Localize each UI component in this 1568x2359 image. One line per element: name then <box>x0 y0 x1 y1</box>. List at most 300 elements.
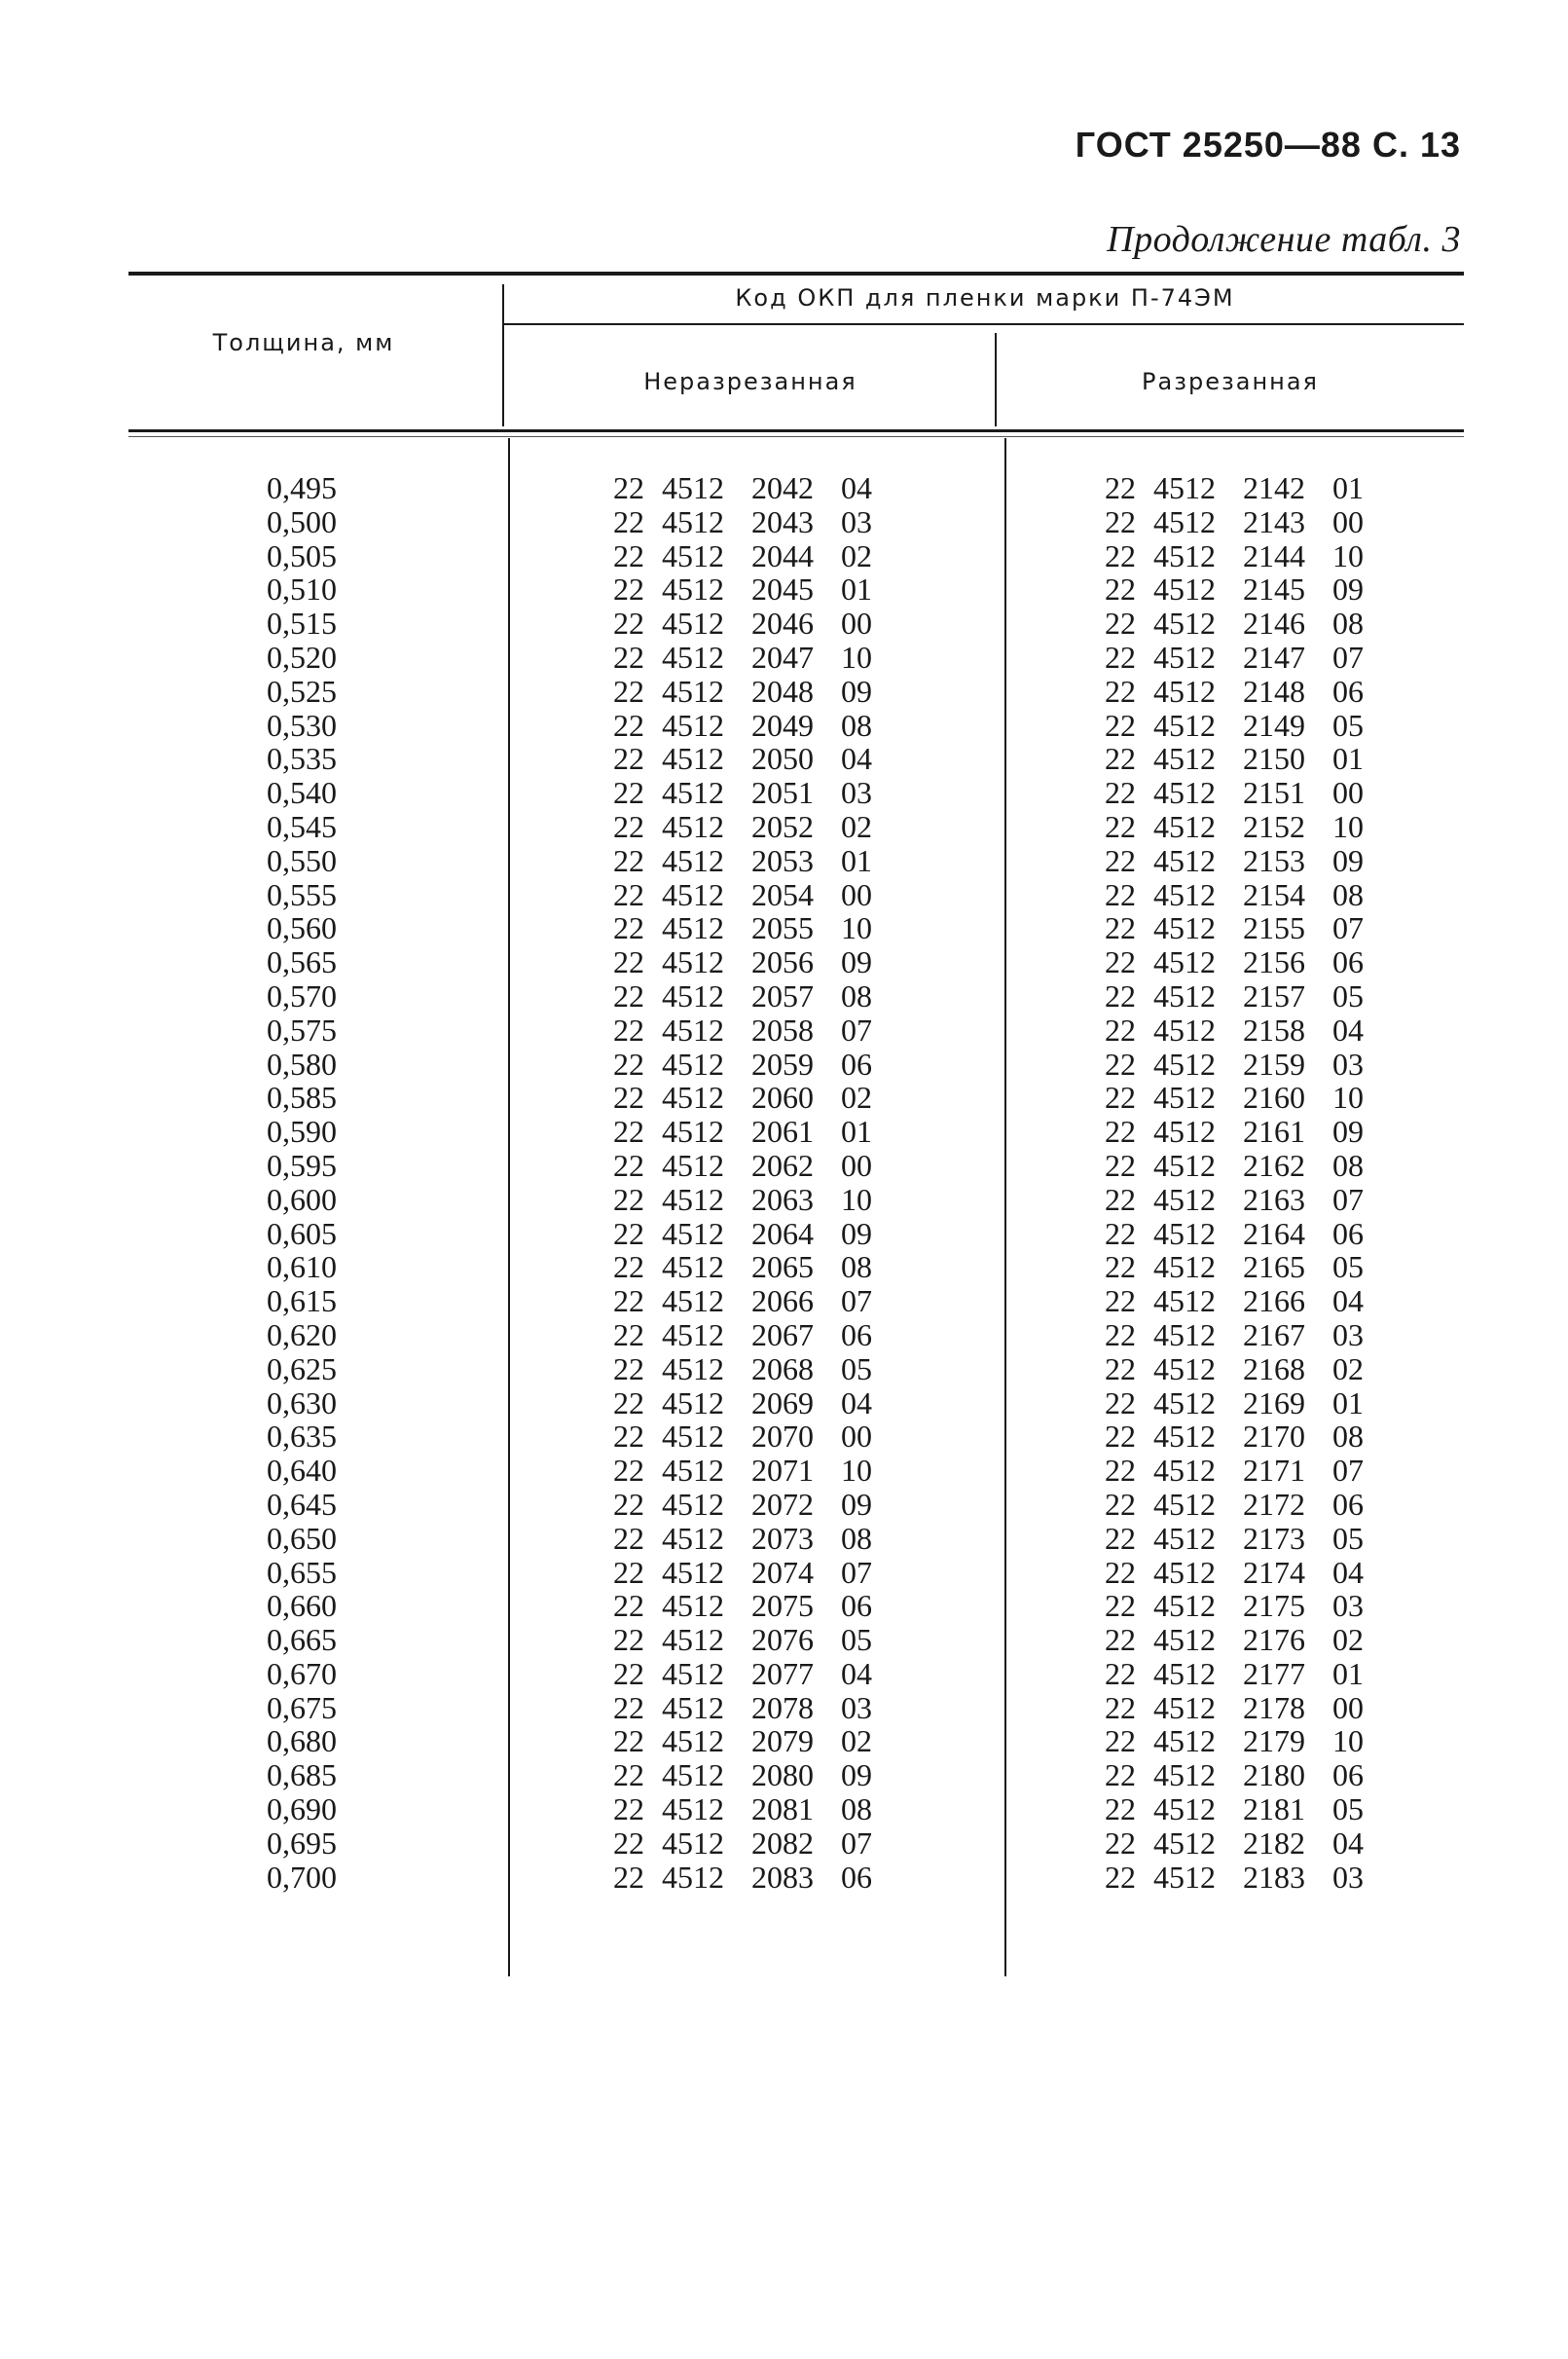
cut-code-part: 2162 <box>1243 1147 1305 1183</box>
cut-code-cell <box>1105 572 1387 607</box>
uncut-code-part: 02 <box>841 537 872 573</box>
uncut-code-part: 2061 <box>751 1114 814 1150</box>
uncut-code-cell <box>613 1454 895 1488</box>
cut-code-part: 2168 <box>1243 1350 1305 1386</box>
uncut-code-cell <box>613 911 895 945</box>
cut-code-part: 22 <box>1105 673 1136 709</box>
cut-code-cell <box>1105 505 1387 539</box>
cut-code-cell <box>1105 1419 1387 1454</box>
uncut-code-cell <box>613 505 895 539</box>
uncut-code-part: 22 <box>613 571 644 608</box>
cut-code-cell <box>1105 1792 1387 1826</box>
cut-code-part: 08 <box>1332 876 1364 912</box>
uncut-code-part: 4512 <box>662 1791 724 1827</box>
uncut-code-cell <box>613 1149 895 1183</box>
uncut-code-part: 22 <box>613 876 644 912</box>
uncut-code-part: 22 <box>613 842 644 878</box>
cut-code-part: 2175 <box>1243 1588 1305 1624</box>
uncut-code-part: 4512 <box>662 1520 724 1556</box>
uncut-code-part: 06 <box>841 1859 872 1895</box>
cut-code-part: 04 <box>1332 1012 1364 1048</box>
cut-code-part: 4512 <box>1153 1419 1216 1455</box>
uncut-code-part: 04 <box>841 1655 872 1691</box>
uncut-code-cell <box>613 979 895 1014</box>
uncut-code-cell <box>613 1522 895 1556</box>
body-divider-1 <box>508 438 510 1976</box>
uncut-code-part: 4512 <box>662 1283 724 1319</box>
cut-code-part: 22 <box>1105 1283 1136 1319</box>
uncut-code-part: 22 <box>613 1588 644 1624</box>
cut-code-part: 22 <box>1105 1655 1136 1691</box>
uncut-code-part: 00 <box>841 1147 872 1183</box>
uncut-code-cell <box>613 1183 895 1217</box>
thickness-cell: 0,515 <box>267 606 337 642</box>
cut-code-part: 4512 <box>1153 1859 1216 1895</box>
cut-code-part: 03 <box>1332 1046 1364 1082</box>
cut-code-cell <box>1105 1250 1387 1284</box>
uncut-code-cell <box>613 1419 895 1454</box>
uncut-code-cell <box>613 1691 895 1725</box>
cut-code-cell <box>1105 1284 1387 1318</box>
uncut-code-part: 4512 <box>662 1554 724 1590</box>
uncut-code-part: 2047 <box>751 639 814 675</box>
cut-code-part: 2183 <box>1243 1859 1305 1895</box>
cut-code-part: 4512 <box>1153 707 1216 743</box>
cut-code-part: 4512 <box>1153 606 1216 642</box>
uncut-code-part: 2054 <box>751 876 814 912</box>
cut-code-part: 05 <box>1332 1249 1364 1285</box>
thickness-cell: 0,685 <box>267 1757 337 1793</box>
uncut-code-part: 09 <box>841 1486 872 1522</box>
uncut-code-part: 22 <box>613 673 644 709</box>
uncut-code-part: 2072 <box>751 1486 814 1522</box>
cut-code-part: 4512 <box>1153 1283 1216 1319</box>
cut-code-part: 22 <box>1105 1486 1136 1522</box>
cut-code-cell <box>1105 471 1387 505</box>
uncut-code-part: 2079 <box>751 1723 814 1759</box>
cut-code-part: 4512 <box>1153 1791 1216 1827</box>
uncut-code-cell <box>613 1284 895 1318</box>
cut-code-part: 4512 <box>1153 910 1216 946</box>
cut-code-part: 22 <box>1105 842 1136 878</box>
thickness-cell: 0,510 <box>267 571 337 608</box>
uncut-code-part: 4512 <box>662 1215 724 1251</box>
uncut-code-part: 09 <box>841 1215 872 1251</box>
thickness-cell: 0,590 <box>267 1114 337 1150</box>
cut-code-part: 4512 <box>1153 1622 1216 1658</box>
uncut-code-part: 22 <box>613 1419 644 1455</box>
cut-code-cell <box>1105 1183 1387 1217</box>
uncut-code-part: 22 <box>613 707 644 743</box>
uncut-code-cell <box>613 1826 895 1861</box>
cut-code-cell <box>1105 1454 1387 1488</box>
cut-code-part: 01 <box>1332 1384 1364 1420</box>
uncut-code-part: 22 <box>613 977 644 1014</box>
cut-code-part: 2155 <box>1243 910 1305 946</box>
cut-code-part: 4512 <box>1153 1249 1216 1285</box>
cut-code-part: 4512 <box>1153 1689 1216 1725</box>
thickness-cell: 0,690 <box>267 1791 337 1827</box>
thickness-cell: 0,635 <box>267 1419 337 1455</box>
cut-code-part: 09 <box>1332 1114 1364 1150</box>
uncut-code-part: 22 <box>613 537 644 573</box>
uncut-code-part: 4512 <box>662 808 724 844</box>
uncut-code-part: 2067 <box>751 1316 814 1352</box>
cut-code-part: 4512 <box>1153 1080 1216 1116</box>
cut-code-cell <box>1105 641 1387 675</box>
thickness-cell: 0,520 <box>267 639 337 675</box>
header-bottom-rule <box>128 429 1464 432</box>
uncut-code-part: 2081 <box>751 1791 814 1827</box>
uncut-code-part: 06 <box>841 1316 872 1352</box>
cut-code-part: 2164 <box>1243 1215 1305 1251</box>
cut-code-part: 2159 <box>1243 1046 1305 1082</box>
cut-code-part: 2178 <box>1243 1689 1305 1725</box>
uncut-code-part: 22 <box>613 1825 644 1861</box>
cut-code-cell <box>1105 1724 1387 1758</box>
cut-code-cell <box>1105 1318 1387 1352</box>
cut-code-part: 05 <box>1332 707 1364 743</box>
cut-code-part: 06 <box>1332 1486 1364 1522</box>
cut-code-cell <box>1105 911 1387 945</box>
uncut-code-part: 2055 <box>751 910 814 946</box>
uncut-code-part: 2078 <box>751 1689 814 1725</box>
cut-code-part: 22 <box>1105 1520 1136 1556</box>
uncut-code-part: 00 <box>841 1419 872 1455</box>
uncut-code-cell <box>613 1352 895 1386</box>
body-divider-2 <box>1004 438 1006 1976</box>
uncut-code-part: 22 <box>613 1350 644 1386</box>
cut-code-part: 4512 <box>1153 842 1216 878</box>
uncut-code-part: 22 <box>613 1689 644 1725</box>
uncut-code-part: 4512 <box>662 1249 724 1285</box>
uncut-code-part: 22 <box>613 1486 644 1522</box>
uncut-code-part: 2059 <box>751 1046 814 1082</box>
uncut-code-part: 01 <box>841 842 872 878</box>
cut-code-part: 22 <box>1105 1114 1136 1150</box>
cut-code-cell <box>1105 878 1387 912</box>
cut-code-part: 2170 <box>1243 1419 1305 1455</box>
uncut-code-part: 02 <box>841 1723 872 1759</box>
cut-code-part: 4512 <box>1153 1486 1216 1522</box>
cut-code-part: 4512 <box>1153 537 1216 573</box>
cut-code-part: 2176 <box>1243 1622 1305 1658</box>
uncut-code-part: 4512 <box>662 1147 724 1183</box>
uncut-code-part: 4512 <box>662 639 724 675</box>
cut-code-cell <box>1105 1149 1387 1183</box>
cut-code-part: 22 <box>1105 1622 1136 1658</box>
cut-code-part: 2149 <box>1243 707 1305 743</box>
cut-code-part: 06 <box>1332 1215 1364 1251</box>
thickness-cell: 0,495 <box>267 470 337 505</box>
uncut-code-part: 4512 <box>662 503 724 539</box>
uncut-code-part: 4512 <box>662 1012 724 1048</box>
uncut-code-part: 22 <box>613 1249 644 1285</box>
cut-code-part: 05 <box>1332 977 1364 1014</box>
cut-code-part: 22 <box>1105 639 1136 675</box>
table-top-rule <box>128 272 1464 276</box>
cut-code-part: 4512 <box>1153 808 1216 844</box>
uncut-code-part: 4512 <box>662 1588 724 1624</box>
uncut-code-part: 2069 <box>751 1384 814 1420</box>
cut-code-part: 01 <box>1332 470 1364 505</box>
uncut-code-part: 04 <box>841 1384 872 1420</box>
cut-code-cell <box>1105 1657 1387 1691</box>
uncut-code-part: 4512 <box>662 1080 724 1116</box>
cut-code-part: 4512 <box>1153 1350 1216 1386</box>
cut-code-part: 04 <box>1332 1283 1364 1319</box>
cut-code-part: 22 <box>1105 1689 1136 1725</box>
uncut-code-part: 08 <box>841 1520 872 1556</box>
cut-code-part: 22 <box>1105 1588 1136 1624</box>
thickness-cell: 0,580 <box>267 1046 337 1082</box>
thickness-cell: 0,525 <box>267 673 337 709</box>
uncut-code-cell <box>613 1081 895 1115</box>
uncut-code-part: 04 <box>841 741 872 777</box>
cut-code-part: 4512 <box>1153 1215 1216 1251</box>
cut-code-part: 2182 <box>1243 1825 1305 1861</box>
cut-code-cell <box>1105 979 1387 1014</box>
uncut-code-part: 22 <box>613 1283 644 1319</box>
cut-code-part: 2156 <box>1243 944 1305 980</box>
cut-code-part: 4512 <box>1153 1554 1216 1590</box>
cut-code-part: 2179 <box>1243 1723 1305 1759</box>
thickness-cell: 0,540 <box>267 775 337 811</box>
cut-code-part: 4512 <box>1153 470 1216 505</box>
uncut-code-part: 2052 <box>751 808 814 844</box>
cut-code-part: 4512 <box>1153 1723 1216 1759</box>
cut-code-part: 10 <box>1332 1723 1364 1759</box>
uncut-code-part: 02 <box>841 808 872 844</box>
cut-code-part: 22 <box>1105 1453 1136 1489</box>
uncut-code-part: 4512 <box>662 1655 724 1691</box>
cut-code-part: 4512 <box>1153 1046 1216 1082</box>
cut-code-part: 2160 <box>1243 1080 1305 1116</box>
uncut-code-part: 4512 <box>662 944 724 980</box>
cut-code-cell <box>1105 1691 1387 1725</box>
cut-code-part: 4512 <box>1153 977 1216 1014</box>
cut-code-part: 22 <box>1105 1046 1136 1082</box>
column-header-uncut: Неразрезанная <box>643 368 857 395</box>
uncut-code-part: 22 <box>613 470 644 505</box>
cut-code-part: 22 <box>1105 775 1136 811</box>
cut-code-part: 2150 <box>1243 741 1305 777</box>
cut-code-part: 10 <box>1332 537 1364 573</box>
cut-code-part: 22 <box>1105 1825 1136 1861</box>
cut-code-part: 2167 <box>1243 1316 1305 1352</box>
cut-code-cell <box>1105 776 1387 810</box>
cut-code-part: 2144 <box>1243 537 1305 573</box>
cut-code-part: 00 <box>1332 503 1364 539</box>
cut-code-cell <box>1105 1217 1387 1251</box>
uncut-code-cell <box>613 1048 895 1082</box>
uncut-code-part: 05 <box>841 1622 872 1658</box>
uncut-code-part: 4512 <box>662 707 724 743</box>
cut-code-cell <box>1105 1623 1387 1657</box>
cut-code-part: 22 <box>1105 1384 1136 1420</box>
cut-code-part: 2143 <box>1243 503 1305 539</box>
header-bottom-rule-thin <box>128 436 1464 437</box>
cut-code-part: 2173 <box>1243 1520 1305 1556</box>
uncut-code-part: 22 <box>613 1520 644 1556</box>
uncut-code-part: 22 <box>613 1181 644 1217</box>
uncut-code-part: 22 <box>613 1384 644 1420</box>
thickness-cell: 0,585 <box>267 1080 337 1116</box>
cut-code-part: 4512 <box>1153 944 1216 980</box>
uncut-code-part: 2053 <box>751 842 814 878</box>
uncut-code-part: 22 <box>613 606 644 642</box>
uncut-code-part: 2049 <box>751 707 814 743</box>
cut-code-part: 22 <box>1105 741 1136 777</box>
cut-code-cell <box>1105 1386 1387 1420</box>
cut-code-part: 2151 <box>1243 775 1305 811</box>
uncut-code-part: 10 <box>841 1453 872 1489</box>
cut-code-part: 4512 <box>1153 1147 1216 1183</box>
uncut-code-part: 22 <box>613 1554 644 1590</box>
cut-code-part: 22 <box>1105 1147 1136 1183</box>
cut-code-part: 2147 <box>1243 639 1305 675</box>
uncut-code-cell <box>613 776 895 810</box>
cut-code-part: 22 <box>1105 1249 1136 1285</box>
cut-code-part: 22 <box>1105 470 1136 505</box>
cut-code-part: 4512 <box>1153 1588 1216 1624</box>
uncut-code-part: 2075 <box>751 1588 814 1624</box>
uncut-code-part: 4512 <box>662 1622 724 1658</box>
uncut-code-part: 08 <box>841 707 872 743</box>
thickness-cell: 0,665 <box>267 1622 337 1658</box>
uncut-code-part: 2043 <box>751 503 814 539</box>
table-caption: Продолжение табл. 3 <box>1107 219 1461 260</box>
cut-code-cell <box>1105 1488 1387 1522</box>
cut-code-part: 22 <box>1105 571 1136 608</box>
uncut-code-part: 2077 <box>751 1655 814 1691</box>
cut-code-cell <box>1105 810 1387 844</box>
uncut-code-part: 2080 <box>751 1757 814 1793</box>
cut-code-part: 01 <box>1332 1655 1364 1691</box>
thickness-cell: 0,670 <box>267 1655 337 1691</box>
cut-code-part: 09 <box>1332 842 1364 878</box>
cut-code-cell <box>1105 742 1387 776</box>
uncut-code-part: 2076 <box>751 1622 814 1658</box>
thickness-cell: 0,615 <box>267 1283 337 1319</box>
uncut-code-part: 03 <box>841 503 872 539</box>
cut-code-part: 07 <box>1332 639 1364 675</box>
cut-code-part: 2180 <box>1243 1757 1305 1793</box>
uncut-code-part: 4512 <box>662 1316 724 1352</box>
uncut-code-part: 07 <box>841 1554 872 1590</box>
thickness-cell: 0,530 <box>267 707 337 743</box>
uncut-code-cell <box>613 810 895 844</box>
uncut-code-part: 07 <box>841 1825 872 1861</box>
cut-code-part: 08 <box>1332 606 1364 642</box>
uncut-code-part: 4512 <box>662 571 724 608</box>
uncut-code-part: 2058 <box>751 1012 814 1048</box>
cut-code-part: 22 <box>1105 876 1136 912</box>
uncut-code-cell <box>613 878 895 912</box>
uncut-code-part: 22 <box>613 775 644 811</box>
uncut-code-cell <box>613 1623 895 1657</box>
cut-code-part: 4512 <box>1153 503 1216 539</box>
uncut-code-part: 2083 <box>751 1859 814 1895</box>
cut-code-part: 4512 <box>1153 1316 1216 1352</box>
uncut-code-part: 22 <box>613 1012 644 1048</box>
uncut-code-cell <box>613 1386 895 1420</box>
uncut-code-part: 2048 <box>751 673 814 709</box>
cut-code-part: 2145 <box>1243 571 1305 608</box>
cut-code-part: 4512 <box>1153 1181 1216 1217</box>
cut-code-part: 2146 <box>1243 606 1305 642</box>
cut-code-part: 22 <box>1105 977 1136 1014</box>
cut-code-part: 2172 <box>1243 1486 1305 1522</box>
uncut-code-part: 2063 <box>751 1181 814 1217</box>
uncut-code-part: 10 <box>841 1181 872 1217</box>
uncut-code-cell <box>613 1657 895 1691</box>
uncut-code-part: 22 <box>613 741 644 777</box>
uncut-code-part: 4512 <box>662 1486 724 1522</box>
uncut-code-part: 03 <box>841 775 872 811</box>
cut-code-part: 22 <box>1105 1215 1136 1251</box>
cut-code-part: 01 <box>1332 741 1364 777</box>
thickness-cell: 0,560 <box>267 910 337 946</box>
uncut-code-part: 2045 <box>751 571 814 608</box>
uncut-code-part: 10 <box>841 639 872 675</box>
cut-code-part: 4512 <box>1153 639 1216 675</box>
cut-code-part: 2171 <box>1243 1453 1305 1489</box>
uncut-code-part: 2068 <box>751 1350 814 1386</box>
uncut-code-part: 2071 <box>751 1453 814 1489</box>
uncut-code-part: 22 <box>613 1655 644 1691</box>
uncut-code-part: 22 <box>613 1859 644 1895</box>
uncut-code-cell <box>613 945 895 979</box>
uncut-code-cell <box>613 641 895 675</box>
cut-code-part: 22 <box>1105 1859 1136 1895</box>
uncut-code-part: 02 <box>841 1080 872 1116</box>
cut-code-part: 02 <box>1332 1350 1364 1386</box>
cut-code-part: 22 <box>1105 1316 1136 1352</box>
cut-code-part: 08 <box>1332 1419 1364 1455</box>
uncut-code-cell <box>613 742 895 776</box>
uncut-code-cell <box>613 607 895 641</box>
cut-code-cell <box>1105 1861 1387 1895</box>
uncut-code-part: 4512 <box>662 1181 724 1217</box>
cut-code-part: 2153 <box>1243 842 1305 878</box>
cut-code-part: 4512 <box>1153 741 1216 777</box>
uncut-code-part: 22 <box>613 1757 644 1793</box>
header-sub-rule <box>503 323 1464 325</box>
uncut-code-part: 04 <box>841 470 872 505</box>
uncut-code-cell <box>613 1014 895 1048</box>
cut-code-part: 07 <box>1332 910 1364 946</box>
cut-code-part: 2166 <box>1243 1283 1305 1319</box>
uncut-code-part: 22 <box>613 1723 644 1759</box>
cut-code-cell <box>1105 1014 1387 1048</box>
uncut-code-cell <box>613 1861 895 1895</box>
uncut-code-part: 10 <box>841 910 872 946</box>
uncut-code-part: 01 <box>841 571 872 608</box>
uncut-code-part: 2042 <box>751 470 814 505</box>
cut-code-part: 2161 <box>1243 1114 1305 1150</box>
page-header-standard: ГОСТ 25250—88 С. 13 <box>1075 125 1461 165</box>
cut-code-cell <box>1105 1826 1387 1861</box>
uncut-code-part: 22 <box>613 1080 644 1116</box>
uncut-code-cell <box>613 1589 895 1623</box>
cut-code-cell <box>1105 1048 1387 1082</box>
cut-code-part: 4512 <box>1153 876 1216 912</box>
cut-code-cell <box>1105 1081 1387 1115</box>
cut-code-part: 4512 <box>1153 1384 1216 1420</box>
cut-code-part: 2163 <box>1243 1181 1305 1217</box>
cut-code-part: 4512 <box>1153 673 1216 709</box>
